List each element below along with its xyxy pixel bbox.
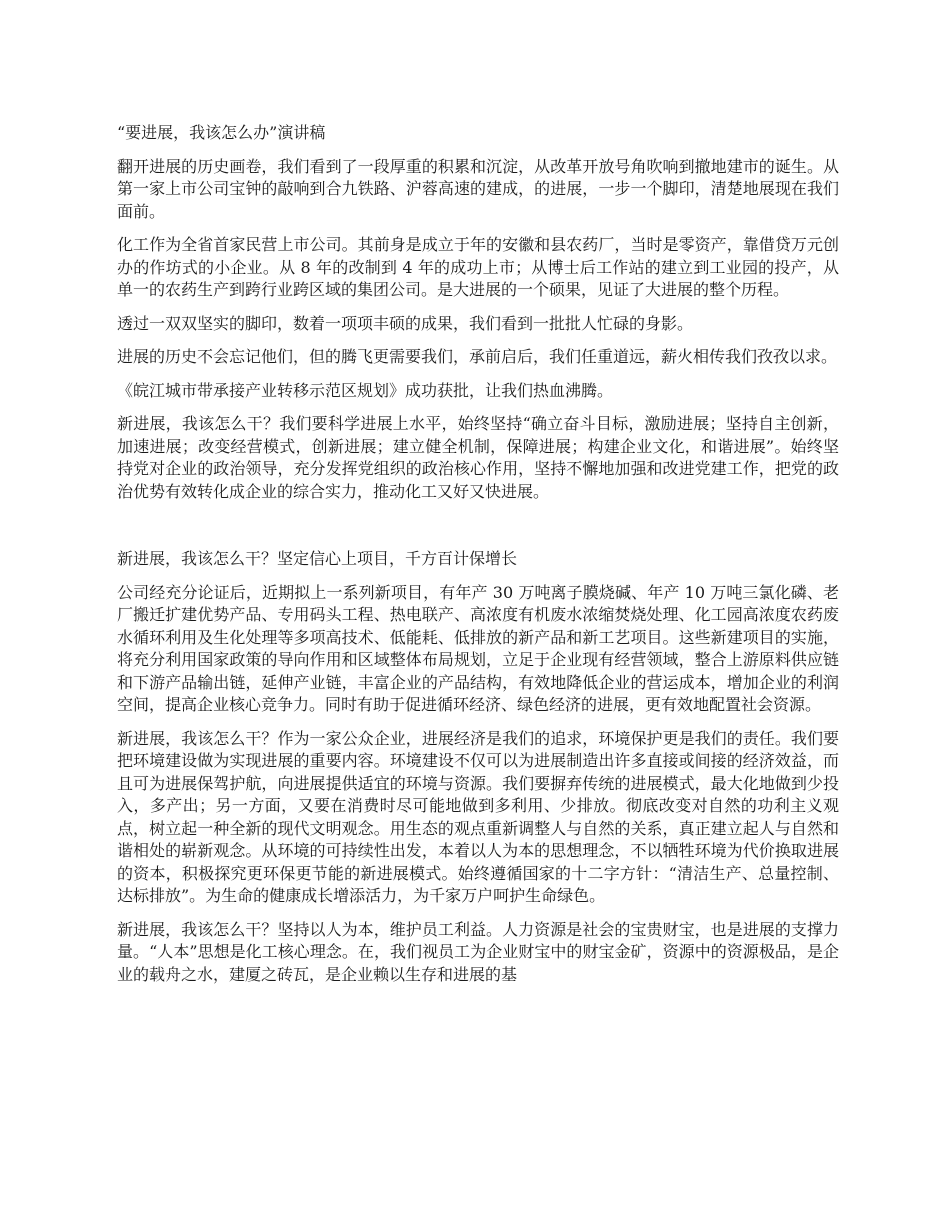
- paragraph: 透过一双双坚实的脚印，数着一项项丰硕的成果，我们看到一批批人忙碌的身影。: [117, 313, 694, 333]
- paragraph: 进展的历史不会忘记他们，但的腾飞更需要我们，承前启后，我们任重道远，薪火相传我们孜孜以求。: [117, 347, 838, 366]
- section-heading: 新进展，我该怎么干？坚定信心上项目，千方百计保增长: [117, 549, 518, 568]
- paragraph: 《皖江城市带承接产业转移示范区规划》成功获批，让我们热血沸腾。: [117, 380, 614, 400]
- paragraph: 翻开进展的历史画卷，我们看到了一段厚重的积累和沉淀，从改革开放号角吹响到撤地建市的诞生。从第一家上市公司宝钟的敲响到合九铁路、沪蓉高速的建成，的进展，一步一个脚印，清楚地展现在我们面前。: [117, 156, 839, 221]
- paragraph: 化工作为全省首家民营上市公司。其前身是成立于年的安徽和县农药厂，当时是零资产，靠借贷万元创办的作坊式的小企业。从 8 年的改制到 4 年的成功上市；从博士后工作站的建立到工业园的投产，从单一的农药生产到跨行业跨区域的集团公司。是大进展的一个硕果，见证了大进展的整个历程。: [117, 235, 839, 299]
- paragraph: 新进展，我该怎么干？作为一家公众企业，进展经济是我们的追求，环境保护更是我们的责任。我们要把环境建设做为实现进展的重要内容。环境建设不仅可以为进展制造出许多直接或间接的经济效益，而且可为进展保驾护航，向进展提供适宜的环境与资源。我们要摒弃传统的进展模式，最大化地做到少投入，多产出；另一方面，又要在消费时尽可能地做到多利用、少排放。彻底改变对自然的功利主义观点，树立起一种全新的现代文明观念。用生态的观点重新调整人与自然的关系，真正建立起人与自然和谐相处的崭新观念。从环境的可持续性出发，本着以人为本的思想理念，不以牺牲环境为代价换取进展的资本，积极探究更环保更节能的新进展模式。始终遵循国家的十二字方针：“清洁生产、总量控制、达标排放”。为生命的健康成长增添活力，为千家万户呵护生命绿色。: [117, 728, 839, 905]
- paragraph: 公司经充分论证后，近期拟上一系列新项目，有年产 30 万吨离子膜烧碱、年产 10 万吨三氯化磷、老厂搬迁扩建优势产品、专用码头工程、热电联产、高浓度有机废水浓缩焚烧处理、化工园高浓度农药废水循环利用及生化处理等多项高技术、低能耗、低排放的新产品和新工艺项目。这些新建项目的实施，将充分利用国家政策的导向作用和区域整体布局规划，立足于企业现有经营领域，整合上游原料供应链和下游产品输出链，延伸产业链，丰富企业的产品结构，有效地降低企业的营运成本，增加企业的利润空间，提高企业核心竞争力。同时有助于促进循环经济、绿色经济的进展，更有效地配置社会资源。: [117, 582, 839, 714]
- document-page: [117, 122, 839, 997]
- section-spacer: [117, 514, 839, 548]
- document-title: “要进展，我该怎么办”演讲稿: [117, 123, 326, 142]
- paragraph: 新进展，我该怎么干？我们要科学进展上水平，始终坚持“确立奋斗目标，激励进展；坚持自主创新，加速进展；改变经营模式，创新进展；建立健全机制，保障进展；构建企业文化，和谐进展”。始终坚持党对企业的政治领导，充分发挥党组织的政治核心作用，坚持不懈地加强和改进党建工作，把党的政治优势有效转化成企业的综合实力，推动化工又好又快进展。: [117, 414, 839, 501]
- paragraph: 新进展，我该怎么干？坚持以人为本，维护员工利益。人力资源是社会的宝贵财宝，也是进展的支撑力量。“人本”思想是化工核心理念。在，我们视员工为企业财宝中的财宝金矿，资源中的资源极品，是企业的载舟之水，建厦之砖瓦，是企业赖以生存和进展的基: [117, 919, 839, 984]
